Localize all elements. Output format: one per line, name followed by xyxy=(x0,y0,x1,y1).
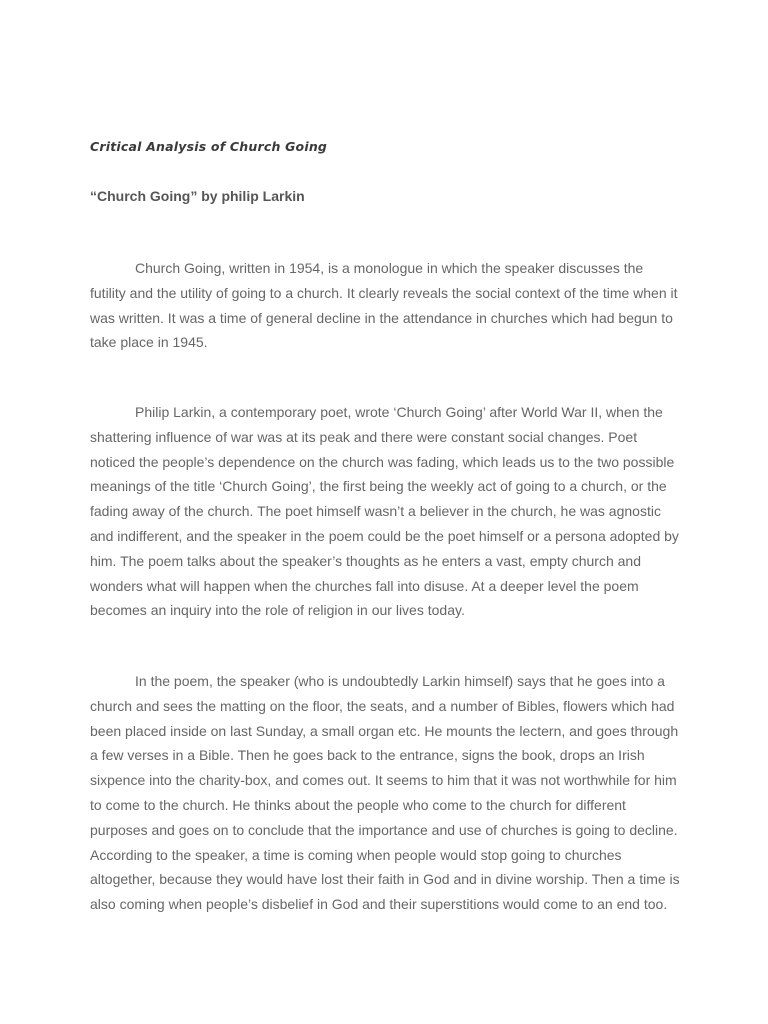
paragraph-2: Philip Larkin, a contemporary poet, wrote ‘Church Going’ after World War II, when the shattering influence of war was at its peak and there were constant social changes. Poet noticed the people’s dependence on the church was fading, which leads us to the two possible meanings of the title ‘Church Going’, the first being the weekly act of going to a church, or the fading away of the church. The poet himself wasn’t a believer in the church, he was agnostic and indifferent, and the speaker in the poem could be the poet himself or a persona adopted by him. The poem talks about the speaker’s thoughts as he enters a vast, empty church and wonders what will happen when the churches fall into disuse. At a deeper level the poem becomes an inquiry into the role of religion in our lives today. xyxy=(90,404,679,619)
paragraph-3: In the poem, the speaker (who is undoubtedly Larkin himself) says that he goes into a church and sees the matting on the floor, the seats, and a number of Bibles, flowers which had been placed inside on last Sunday, a small organ etc. He mounts the lectern, and goes through a few verses in a Bible. Then he goes back to the entrance, signs the book, drops an Irish sixpence into the charity-box, and comes out. It seems to him that it was not worthwhile for him to come to the church. He thinks about the people who come to the church for different purposes and goes on to conclude that the importance and use of churches is going to decline. According to the speaker, a time is coming when people would stop going to churches altogether, because they would have lost their faith in God and in divine worship. Then a time is also coming when people’s disbelief in God and their superstitions would come to an end too. xyxy=(90,673,680,913)
paragraph-1: Church Going, written in 1954, is a monologue in which the speaker discusses the futility and the utility of going to a church. It clearly reveals the social context of the time when it was written. It was a time of general decline in the attendance in churches which had begun to take place in 1945. xyxy=(90,260,678,351)
document-title: Critical Analysis of Church Going xyxy=(90,139,328,154)
document-subtitle: “Church Going” by philip Larkin xyxy=(90,188,305,204)
